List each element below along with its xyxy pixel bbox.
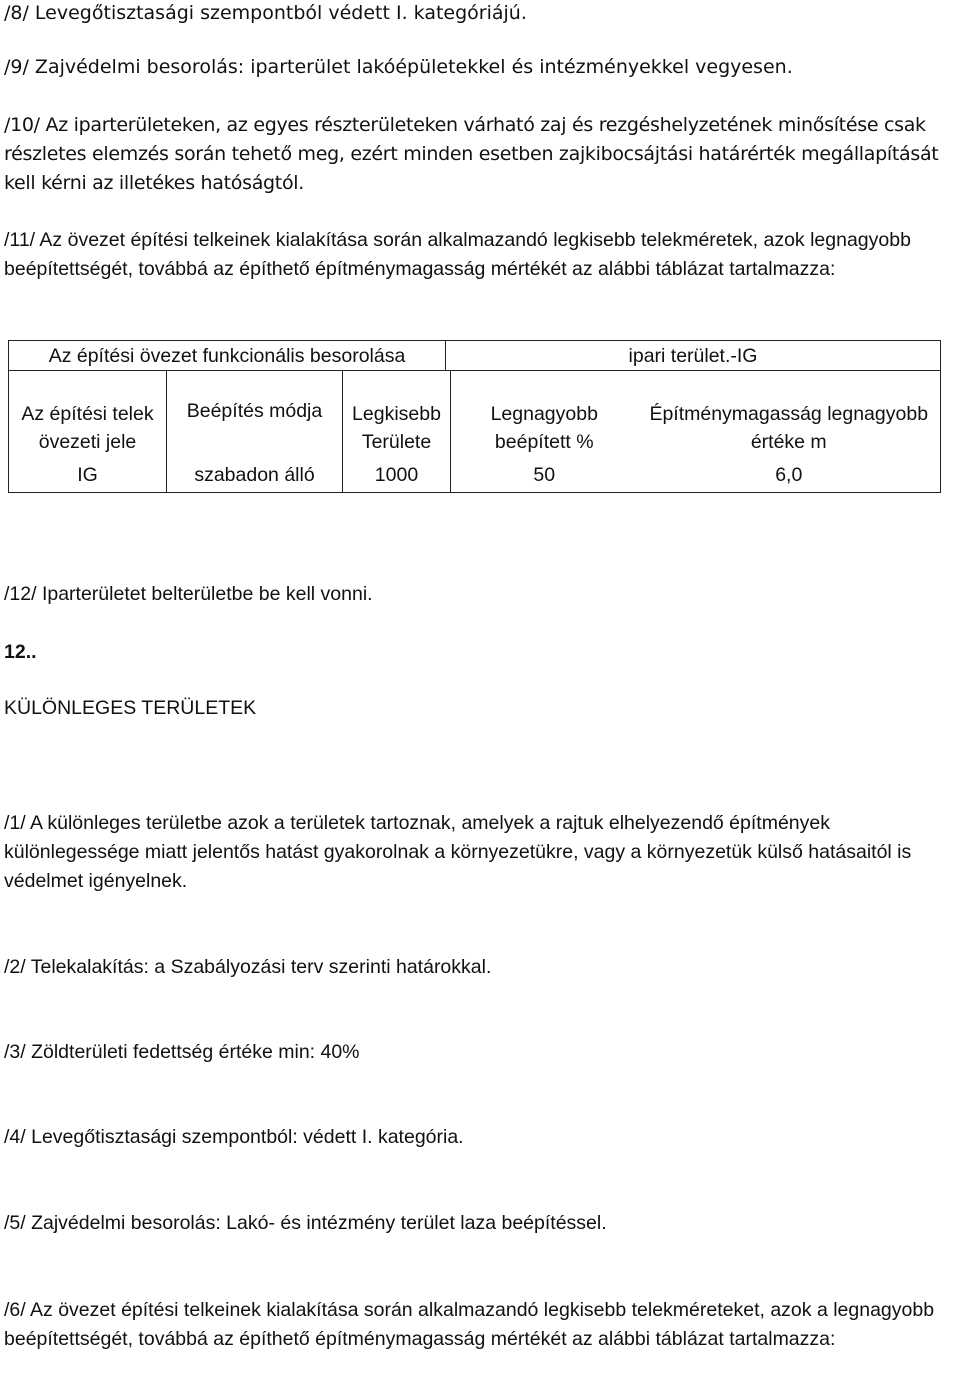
table-row — [9, 459, 941, 492]
paragraph-5: /5/ Zajvédelmi besorolás: Lakó- és intézmény terület laza beépítéssel. — [4, 1212, 607, 1234]
table-cell: 50 — [533, 464, 556, 487]
paragraph-3: /3/ Zöldterületi fedettség értéke min: 40% — [4, 1041, 360, 1063]
paragraph-4: /4/ Levegőtisztasági szempontból: védett I. kategória. — [4, 1126, 464, 1148]
paragraph-12: /12/ Iparterületet belterületbe be kell vonni. — [4, 583, 373, 605]
paragraph-8: /8/ Levegőtisztasági szempontból védett I. kategóriájú. — [4, 2, 527, 24]
zone-label-cell: Az építési övezet funkcionális besorolása — [9, 341, 446, 371]
column-header: Legkisebb Területe — [343, 371, 451, 459]
column-header: Építménymagasság legnagyobb értéke m — [649, 403, 929, 453]
section-number: 12.. — [4, 641, 37, 663]
paragraph-6: /6/ Az övezet építési telkeinek kialakítása során alkalmazandó legkisebb telekméreteket, azok a legnagyobb beépítettségét, továbbá az építhető építménymagasság mértékét az alábbi táblázat tartalmazza: — [4, 1299, 935, 1350]
table-cell: 6,0 — [775, 464, 803, 487]
paragraph-2: /2/ Telekalakítás: a Szabályozási terv szerinti határokkal. — [4, 956, 492, 978]
column-header: Az építési telek övezeti jele — [9, 371, 167, 459]
column-header: Legnagyobb beépített % — [490, 403, 598, 453]
table-cell: IG — [9, 459, 167, 492]
table-cell: 1000 — [343, 459, 451, 492]
paragraph-11: /11/ Az övezet építési telkeinek kialakítása során alkalmazandó legkisebb telekméretek, azok legnagyobb beépítettségét, továbbá az építhető építménymagasság mértékét az alábbi táblázat tartalmazza: — [4, 229, 911, 280]
table-cell: szabadon álló — [167, 459, 343, 492]
zone-value-cell: ipari terület.-IG — [628, 344, 758, 367]
paragraph-1: /1/ A különleges területbe azok a területek tartoznak, amelyek a rajtuk elhelyezendő építmények különlegessége miatt jelentős hatást gyakorolnak a környezetükre, vagy a környezetük külső hatásaitól is védelmet igényelnek. — [4, 812, 912, 892]
zone-data-table — [8, 371, 941, 493]
paragraph-9: /9/ Zajvédelmi besorolás: iparterület lakóépületekkel és intézményekkel vegyesen. — [4, 56, 793, 78]
column-header: Beépítés módja — [167, 371, 343, 459]
zone-header-table — [8, 340, 941, 371]
paragraph-10: /10/ Az iparterületeken, az egyes részterületeken várható zaj és rezgéshelyzetének minősítése csak részletes elemzés során tehető meg, ezért minden esetben zajkibocsájtási határérték megállapítását kell kérni az illetékes hatóságtól. — [4, 114, 939, 194]
section-title: KÜLÖNLEGES TERÜLETEK — [4, 697, 257, 719]
